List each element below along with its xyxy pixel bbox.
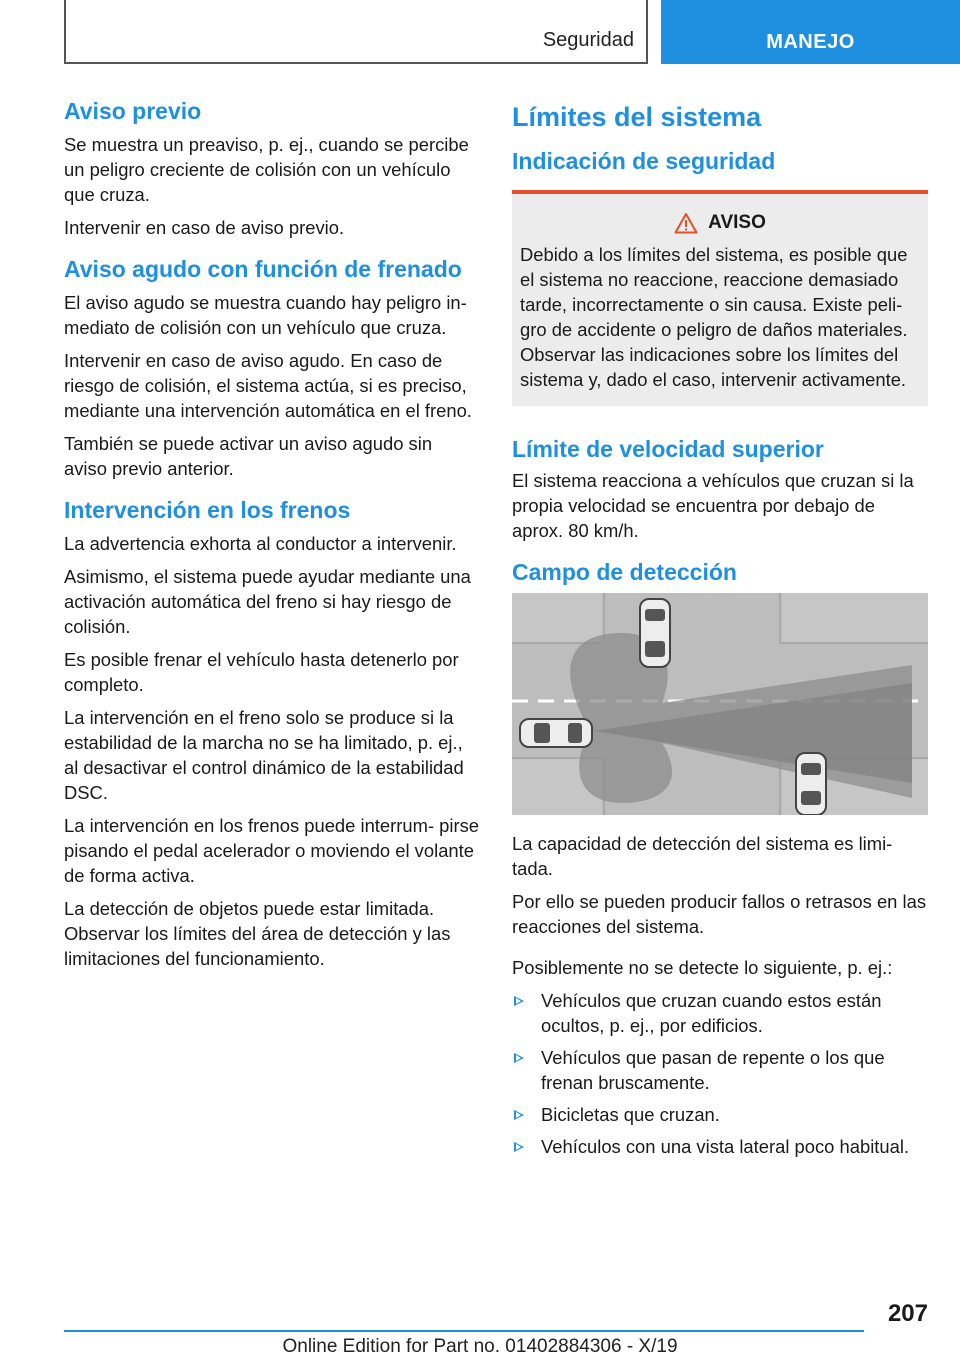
warning-label: AVISO — [708, 212, 766, 233]
speed-title: Límite de velocidad superior — [512, 436, 824, 462]
car-top-icon — [640, 599, 670, 667]
paragraph: La capacidad de detección del sistema es limi‐ tada. — [512, 833, 893, 879]
bullet-triangle-icon — [514, 996, 524, 1006]
paragraph: Es posible frenar el vehículo hasta detenerlo por completo. — [64, 649, 459, 695]
section-aviso-previo — [64, 96, 480, 240]
bullet-triangle-icon — [514, 1142, 524, 1152]
main-title: Límites del sistema — [512, 102, 762, 132]
warning-text: Debido a los límites del sistema, es posible que el sistema no reaccione, reaccione demasiado tarde, incorrectamente o sin causa. Existe peli‐ gro de accidente o peligro de daños materiales. Observar las indicaciones sobre los límites del sistema y, dado el caso, intervenir activamente. — [520, 244, 908, 390]
speed-text: El sistema reacciona a vehículos que cruzan si la propia velocidad se encuentra por debajo de aprox. 80 km/h. — [512, 470, 914, 541]
list-item: Vehículos que pasan de repente o los que frenan bruscamente. — [512, 1045, 928, 1095]
car-own-icon — [520, 719, 592, 747]
footer-divider — [64, 1330, 864, 1332]
paragraph: Posiblemente no se detecte lo siguiente, p. ej.: — [512, 957, 893, 978]
chapter-tab-label: MANEJO — [766, 31, 855, 53]
chapter-tab[interactable] — [661, 0, 960, 64]
detection-title: Campo de detección — [512, 559, 737, 585]
header-section-box — [64, 0, 648, 64]
paragraph: La intervención en el freno solo se produce si la estabilidad de la marcha no se ha limitado, p. ej., al desactivar el control dinámico de la estabilidad DSC. — [64, 707, 464, 803]
header-section-title: Seguridad — [542, 29, 634, 51]
paragraph: Asimismo, el sistema puede ayudar mediante una activación automática del freno si hay riesgo de colisión. — [64, 566, 471, 637]
road-diagram — [512, 593, 928, 815]
section-title: Aviso agudo con función de frenado — [64, 256, 462, 282]
paragraph: La detección de objetos puede estar limitada. Observar los límites del área de detección y las limitaciones del funcionamiento. — [64, 898, 451, 969]
car-bottom-icon — [796, 753, 826, 815]
detection-limits-list — [512, 988, 928, 1159]
paragraph: Por ello se pueden producir fallos o retrasos en las reacciones del sistema. — [512, 891, 927, 937]
list-item: Vehículos que cruzan cuando estos están ocultos, p. ej., por edificios. — [512, 988, 928, 1038]
paragraph: Se muestra un preaviso, p. ej., cuando se percibe un peligro creciente de colisión con un vehículo que cruza. — [64, 134, 469, 205]
warning-triangle-icon — [674, 212, 698, 234]
paragraph: La intervención en los frenos puede interrum‐ pirse pisando el pedal acelerador o moviendo el volante de forma activa. — [64, 815, 480, 886]
section-detection — [512, 557, 928, 1159]
warning-header — [520, 212, 920, 234]
right-column — [512, 96, 928, 1166]
detection-field-illustration — [512, 593, 928, 815]
warning-box — [512, 190, 928, 406]
safety-title: Indicación de seguridad — [512, 148, 776, 174]
section-title: Intervención en los frenos — [64, 497, 351, 523]
section-speed-limit — [512, 434, 928, 543]
paragraph: El aviso agudo se muestra cuando hay peligro in‐ mediato de colisión con un vehículo que cruza. — [64, 292, 467, 338]
section-aviso-agudo — [64, 254, 480, 481]
bullet-triangle-icon — [514, 1053, 524, 1063]
section-title: Aviso previo — [64, 98, 202, 124]
section-intervencion-frenos — [64, 495, 480, 971]
list-item: Bicicletas que cruzan. — [512, 1102, 928, 1127]
paragraph: Intervenir en caso de aviso previo. — [64, 217, 345, 238]
list-item: Vehículos con una vista lateral poco habitual. — [512, 1134, 928, 1159]
bullet-triangle-icon — [514, 1110, 524, 1120]
left-column — [64, 96, 480, 985]
paragraph: Intervenir en caso de aviso agudo. En caso de riesgo de colisión, el sistema actúa, si es preciso, mediante una intervención automática en el freno. — [64, 350, 472, 421]
footer-edition: Online Edition for Part no. 01402884306 - X/19 — [282, 1336, 678, 1357]
page-number: 207 — [887, 1300, 928, 1327]
paragraph: La advertencia exhorta al conductor a intervenir. — [64, 533, 457, 554]
paragraph: También se puede activar un aviso agudo sin aviso previo anterior. — [64, 433, 433, 479]
